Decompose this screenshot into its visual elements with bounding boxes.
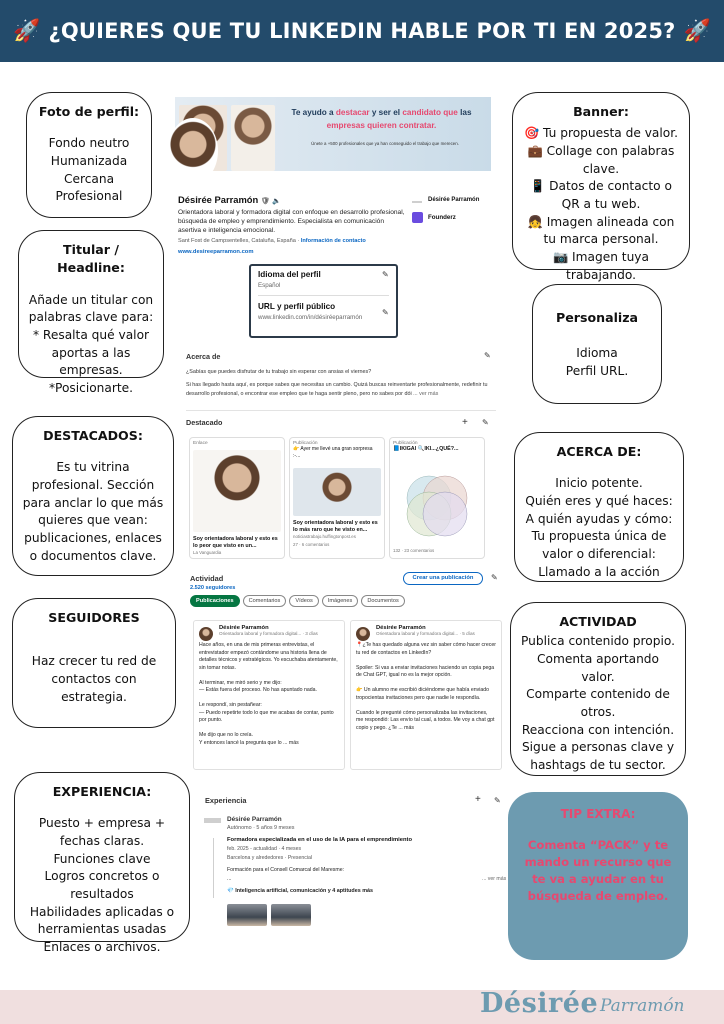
edit-pencil-icon[interactable]: ✎ <box>484 351 491 360</box>
card-body: Haz crecer tu red de contactos con estrategia. <box>31 654 157 704</box>
experience-company-duration: Autónomo · 5 años 9 meses <box>227 825 295 831</box>
banner-tagline: Te ayudo a destacar y ser el candidato que las empresas quieren contratar. <box>291 108 472 130</box>
tab-imagenes[interactable]: Imágenes <box>322 595 359 607</box>
edit-pencil-icon[interactable]: ✎ <box>482 418 489 427</box>
featured-title: Destacado <box>186 418 223 427</box>
featured-image <box>193 450 281 532</box>
experience-dates: feb. 2025 - actualidad · 4 meses <box>227 846 302 852</box>
card-body: 🎯 Tu propuesta de valor. 💼 Collage con palabras clave. 📱 Datos de contacto o QR a tu web. 👧 Imagen alineada con tu marca personal. 📷 Imagen tuya trabajando. <box>523 126 678 282</box>
card-title: ACTIVIDAD <box>559 614 637 629</box>
edit-pencil-icon[interactable]: ✎ <box>491 573 498 582</box>
card-title: ACERCA DE: <box>556 444 642 459</box>
add-icon[interactable]: + <box>462 417 468 428</box>
edit-pencil-icon[interactable]: ✎ <box>494 796 501 805</box>
activity-tabs <box>190 595 405 607</box>
company-logo-icon <box>412 201 422 203</box>
featured-image <box>293 468 381 516</box>
card-body: Es tu vitrina profesional. Sección para anclar lo que más quieres que vean: publicaciones, enlaces o documentos clave. <box>22 460 164 563</box>
language-url-box <box>249 264 398 338</box>
tab-documentos[interactable]: Documentos <box>361 595 404 607</box>
rocket-icon: 🚀 <box>683 18 711 43</box>
tab-videos[interactable]: Vídeos <box>289 595 318 607</box>
card-foto-perfil <box>26 92 152 218</box>
tip-body: Comenta “PACK” y te mando un recurso que te va a ayudar en tu búsqueda de empleo. <box>524 838 672 903</box>
divider <box>186 410 496 411</box>
card-title: Banner: <box>573 104 629 119</box>
card-banner <box>512 92 690 282</box>
edit-pencil-icon[interactable]: ✎ <box>382 308 389 317</box>
card-title: SEGUIDORES <box>48 610 140 625</box>
experience-media-thumb[interactable] <box>271 904 311 926</box>
card-titular <box>18 230 164 395</box>
card-experiencia <box>14 772 190 955</box>
card-title: Titular / Headline: <box>57 242 125 276</box>
contact-info-link[interactable]: Información de contacto <box>300 238 366 244</box>
experience-description: Formación para el Consell Comarcal del Maresme: <box>227 867 345 873</box>
header-banner <box>0 0 724 62</box>
timeline-line <box>213 838 214 898</box>
featured-card[interactable]: Enlace Soy orientadora laboral y esto es lo peor que visto en un... La Vanguardia <box>189 437 285 559</box>
card-body: Añade un titular con palabras clave para: * Resalta qué valor aportas a las empresas. *Posicionarte. <box>28 292 154 395</box>
card-seguidores <box>12 598 176 728</box>
tab-publicaciones[interactable]: Publicaciones <box>190 595 240 607</box>
tip-extra-box <box>508 792 688 960</box>
url-value: www.linkedin.com/in/désiréeparramón <box>258 314 363 321</box>
card-destacados <box>12 416 174 576</box>
ikigai-diagram <box>393 466 481 546</box>
page-title: ¿QUIERES QUE TU LINKEDIN HABLE POR TI EN 2025? <box>48 19 676 43</box>
card-body: Puesto + empresa + fechas claras. Funciones clave Logros concretos o resultados Habilidades aplicadas o herramientas usadas Enlaces o archivos. <box>29 816 175 955</box>
experience-title: Experiencia <box>205 796 247 805</box>
card-title: DESTACADOS: <box>43 428 143 443</box>
about-text: ¿Sabías que puedes disfrutar de tu trabajo sin esperar con ansias el viernes? Si has llegado hasta aquí, es porque sabes que necesitas un cambio. Quizá buscas reinventarte profesionalmente, redefinir tu desarrollo profesional, o encontrar ese empleo que te haga sentir pleno, pero no sabes por dói ... ver más <box>186 369 488 397</box>
featured-card[interactable]: Publicación 👉 Ayer me llevé una gran sorpresa :-... Soy orientadora laboral y esto es lo más raro que he visto en... noticiastrabajo.huffingtonpost.es 27 · 6 comentarios <box>289 437 385 559</box>
avatar <box>356 627 370 641</box>
profile-avatar[interactable] <box>168 118 218 184</box>
founderz-logo-icon <box>412 212 423 223</box>
activity-title: Actividad <box>190 574 224 583</box>
card-title: Personaliza <box>555 310 639 325</box>
experience-company[interactable]: Désirée Parramón <box>428 197 480 203</box>
education-school[interactable]: Founderz <box>428 214 456 221</box>
tab-comentarios[interactable]: Comentarios <box>243 595 287 607</box>
followers-count[interactable]: 2.520 seguidores <box>190 585 236 591</box>
profile-location: Sant Fost de Campsentelles, Cataluña, España · Información de contacto <box>178 238 366 244</box>
create-post-button[interactable]: Crear una publicación <box>403 572 483 585</box>
add-icon[interactable]: + <box>475 794 481 805</box>
profile-headline: Orientadora laboral y formadora digital con enfoque en desarrollo profesional, búsqueda de empleo y emprendimiento. Especialista en comunicación asertiva e inteligencia emocional. <box>178 209 405 235</box>
signature-logo-script: Parramón <box>600 996 685 1016</box>
profile-website-link[interactable]: www.desireeparramon.com <box>178 249 254 255</box>
card-body: Publica contenido propio. Comenta aportando valor. Comparte contenido de otros. Reacciona con intención. Sigue a personas clave y hashtags de tu sector. <box>521 634 675 773</box>
experience-description-dash: ... <box>227 876 232 882</box>
card-title: Foto de perfil: <box>38 104 140 119</box>
activity-post[interactable]: Désirée Parramón Orientadora laboral y formadora digital... · 5 días 📍¿Te has quedado alguna vez sin saber cómo hacer crecer tu red de contactos en LinkedIn? Spoiler: Si vas a enviar invitaciones haciendo un copia pega de Chat GPT, igual no es la mejor opción. 👉 Un alumno me escribió diciéndome que había enviado tropocientas invitaciones pero que nadie le respondía. Cuando le pregunté cómo personalizaba las invitaciones, me respondió: Las envío tal cual, a todos. Me voy a chat gpt copio y pego. ¿Te ... más <box>350 620 502 770</box>
experience-location: Barcelona y alrededores · Presencial <box>227 855 313 861</box>
card-title: EXPERIENCIA: <box>52 784 152 799</box>
edit-pencil-icon[interactable]: ✎ <box>382 270 389 279</box>
activity-post[interactable]: Désirée Parramón Orientadora laboral y formadora digital... · 3 días Hace años, en una de mis primeras entrevistas, el entrevistador empezó contándome una historia llena de detalles técnicos y estratégicos. Yo escuchaba atentamente, sin tomar notas. Al terminar, me miró serio y me dijo: — Estás fuera del proceso. No has apuntado nada. Le respondí, sin pestañear: — Puedo repetirte todo lo que me acabas de contar, punto por punto. Me dijo que no lo creía. Y entonces lancé la pregunta que lo ... más <box>193 620 345 770</box>
card-personaliza <box>532 284 662 404</box>
experience-role: Formadora especializada en el uso de la IA para el emprendimiento <box>227 837 413 843</box>
profile-banner <box>175 97 491 171</box>
rocket-icon: 🚀 <box>13 18 41 43</box>
card-body: Idioma Perfil URL. <box>565 346 629 378</box>
featured-card[interactable]: Publicación 📘IKIGAI 🔍IKI...¿QUÉ?... 132 · 23 comentarios <box>389 437 485 559</box>
profile-name: Désirée Parramón 🛡 🔈 <box>178 194 282 205</box>
speaker-icon: 🔈 <box>272 198 282 205</box>
experience-company-name[interactable]: Désirée Parramón <box>227 816 282 823</box>
tip-title: TIP EXTRA: <box>560 807 636 821</box>
card-actividad <box>510 602 686 776</box>
company-logo-icon <box>204 818 221 823</box>
signature-logo: Désirée <box>480 988 599 1019</box>
avatar <box>199 627 213 641</box>
card-acerca-de <box>514 432 684 582</box>
experience-media-thumb[interactable] <box>227 904 267 926</box>
card-body: Fondo neutro Humanizada Cercana Profesional <box>48 136 130 204</box>
verified-icon: 🛡 <box>260 198 270 205</box>
experience-skills: 💎 Inteligencia artificial, comunicación y 4 aptitudes más <box>227 888 374 894</box>
url-title: URL y perfil público <box>258 302 336 311</box>
see-more-link[interactable]: ... ver más <box>413 390 439 397</box>
banner-subtitle: Únete a +500 profesionales que ya han conseguido el trabajo que merecen. <box>311 141 459 146</box>
see-more-link[interactable]: ... ver más <box>482 876 507 882</box>
language-value: Español <box>258 282 281 289</box>
card-body: Inicio potente. Quién eres y qué haces: A quién ayudas y cómo: Tu propuesta única de valor o diferencial: Llamado a la acción <box>525 476 673 579</box>
about-title: Acerca de <box>186 352 221 361</box>
language-title: Idioma del perfil <box>258 270 321 279</box>
banner-photo <box>231 105 275 171</box>
divider <box>258 295 389 296</box>
